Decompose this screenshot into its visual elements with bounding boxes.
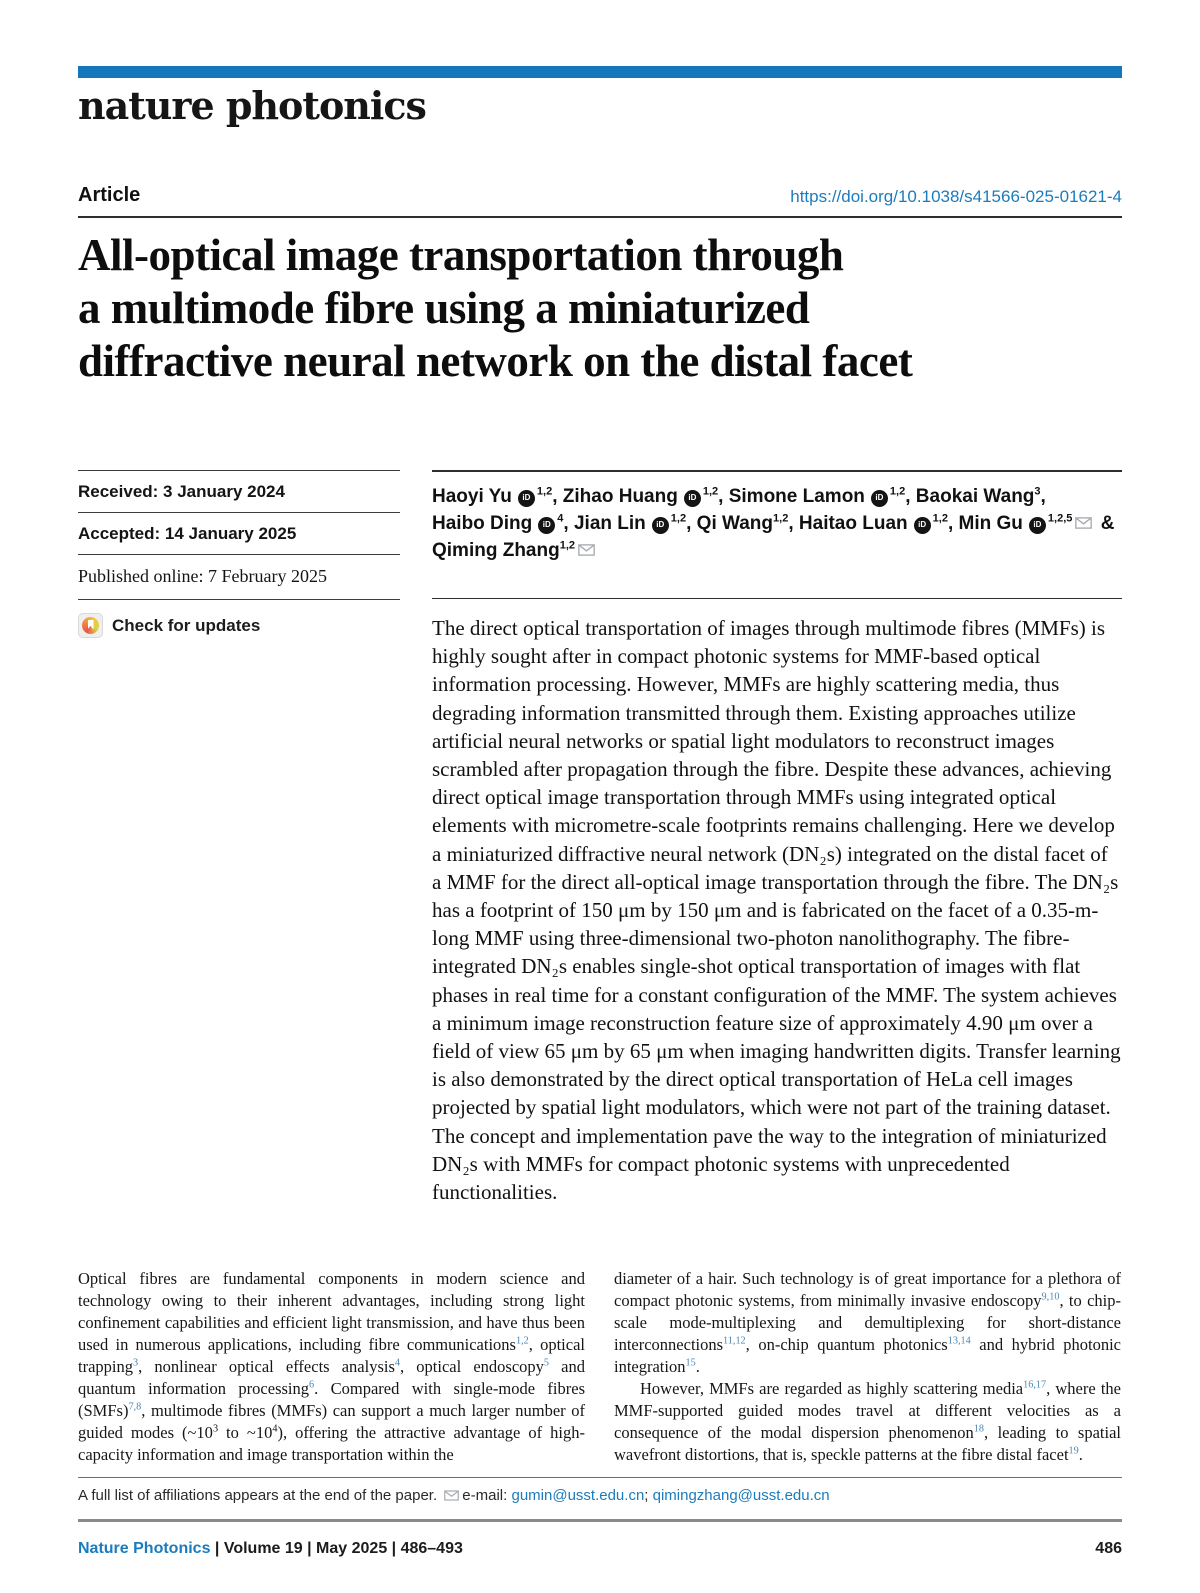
- superscript: 1,2: [889, 485, 906, 498]
- superscript: 1,2: [702, 485, 719, 498]
- body-text-section: [78, 1268, 1122, 1483]
- reference-superscript[interactable]: 15: [685, 1357, 696, 1369]
- reference-superscript[interactable]: 4: [394, 1357, 400, 1369]
- reference-superscript[interactable]: 13,14: [947, 1335, 971, 1347]
- superscript: 1,2: [670, 512, 687, 525]
- orcid-icon[interactable]: iD: [518, 490, 535, 507]
- reference-superscript[interactable]: 6: [309, 1379, 315, 1391]
- crossmark-icon: [78, 613, 103, 638]
- body-paragraph: However, MMFs are regarded as highly scattering media$^{16,17}$, where the MMF-supported guided modes travel at different velocities as a consequence of the modal dispersion phenomenon$^{18}$, leading to spatial wavefront distortions, that is, speckle patterns at the fibre distal facet$^{19}$.: [614, 1379, 1121, 1464]
- article-header-row: [78, 184, 1122, 207]
- crossmark-circle: [82, 617, 99, 634]
- reference-superscript[interactable]: 9,10: [1041, 1291, 1060, 1303]
- journal-logo: nature photonics: [78, 83, 426, 128]
- body-paragraph: Optical fibres are fundamental components in modern science and technology owing to their inherent advantages, including strong light confinement capabilities and efficient light transmission, and have thus been used in numerous applications, including fibre communications$^{1,2}$, optical trapping$^3$, nonlinear optical effects analysis$^4$, optical endoscopy$^5$ and quantum information processing$^6$. Compared with single-mode fibres (SMFs)$^{7,8}$, multimode fibres (MMFs) can support a much larger number of guided modes ($\sim 10^3$ to $\sim 10^4$), offering the attractive advantage of high-capacity information and image transportation within the: [78, 1269, 585, 1464]
- superscript: 1,2: [536, 485, 553, 498]
- orcid-icon[interactable]: iD: [1029, 517, 1046, 534]
- affiliations-footnote: A full list of affiliations appears at the end of the paper. e-mail: gumin@usst.edu.cn; qimingzhang@usst.edu.cn: [78, 1477, 1122, 1504]
- page-footer: [78, 1519, 1122, 1558]
- orcid-icon[interactable]: iD: [684, 490, 701, 507]
- text-link[interactable]: qimingzhang@usst.edu.cn: [652, 1487, 830, 1504]
- brand-bar: [78, 66, 1122, 78]
- superscript: 1,2,5: [1047, 512, 1073, 525]
- text-link[interactable]: Nature Photonics: [78, 1540, 211, 1557]
- received-date: Received: 3 January 2024: [78, 470, 400, 512]
- superscript: 3: [212, 1423, 219, 1435]
- check-for-updates-label: Check for updates: [112, 615, 261, 635]
- article-type-label: Article: [78, 184, 141, 206]
- reference-superscript[interactable]: 16,17: [1023, 1379, 1047, 1391]
- accepted-date: Accepted: 14 January 2025: [78, 512, 400, 554]
- paper-title: All-optical image transportation through a multimode fibre using a miniaturized diffractive neural network on the distal facet: [78, 230, 913, 386]
- header-divider: [78, 216, 1122, 218]
- authors-abstract-column: [432, 470, 1122, 1212]
- orcid-icon[interactable]: iD: [914, 517, 931, 534]
- body-column-left: [78, 1268, 585, 1483]
- reference-superscript[interactable]: 5: [543, 1357, 550, 1369]
- superscript: 4: [557, 512, 564, 525]
- author-list: Haoyi Yu iD $^{1,2}$, Zihao Huang iD $^{1,2}$, Simone Lamon iD $^{1,2}$, Baokai Wang$^3$, Haibo Ding iD $^4$, Jian Lin iD $^{1,2}$, Qi Wang$^{1,2}$, Haitao Luan iD $^{1,2}$, Min Gu iD $^{1,2,5}$ & Qiming Zhang$^{1,2}$: [432, 470, 1122, 564]
- body-paragraph: diameter of a hair. Such technology is of great importance for a plethora of compact photonic systems, from minimally invasive endoscopy$^{9,10}$, to chip-scale mode-multiplexing and demultiplexing for short-distance interconnections$^{11,12}$, on-chip quantum photonics$^{13,14}$ and hybrid photonic integration$^{15}$.: [614, 1269, 1121, 1376]
- reference-superscript[interactable]: 1,2: [515, 1335, 529, 1347]
- reference-superscript[interactable]: 18: [973, 1423, 985, 1435]
- article-history-column: [78, 470, 400, 1212]
- email-icon[interactable]: [444, 1490, 459, 1501]
- superscript: 4: [272, 1423, 278, 1435]
- published-date: Published online: 7 February 2025: [78, 554, 400, 600]
- email-icon[interactable]: [578, 544, 595, 556]
- superscript: 1,2: [559, 539, 576, 552]
- crossmark-bookmark: [88, 620, 94, 630]
- abstract-text: The direct optical transportation of images through multimode fibres (MMFs) is highly sought after in compact photonic systems for MMF-based optical information processing. However, MMFs are highly scattering media, thus degrading information transmitted through them. Existing approaches utilize artificial neural networks or spatial light modulators to reconstruct images scrambled after propagation through the fibre. Despite these advances, achieving direct optical image transportation through MMFs using integrated optical elements with micrometre-scale footprints remains challenging. Here we develop a miniaturized diffractive neural network (DN₂s) integrated on the distal facet of a MMF for the direct all-optical image transportation through the fibre. The DN₂s has a footprint of 150 μm by 150 μm and is fabricated on the facet of a 0.35-m-long MMF using three-dimensional two-photon nanolithography. The fibre-integrated DN₂s enables single-shot optical transportation of images with flat phases in real time for a constant configuration of the MMF. The system achieves a minimum image reconstruction feature size of approximately 4.90 μm over a field of view 65 μm by 65 μm when imaging handwritten digits. Transfer learning is also demonstrated by the direct optical transportation of HeLa cell images projected by spatial light modulators, which were not part of the training dataset. The concept and implementation pave the way to the integration of miniaturized DN₂s with MMFs for compact photonic systems with unprecedented functionalities.: [432, 598, 1122, 1206]
- reference-superscript[interactable]: 19: [1068, 1445, 1079, 1457]
- check-for-updates-button[interactable]: [78, 613, 260, 638]
- superscript: 1,2: [932, 512, 948, 525]
- page-number: 486: [1095, 1540, 1122, 1557]
- reference-superscript[interactable]: 3: [133, 1357, 139, 1369]
- superscript: 3: [1034, 485, 1041, 498]
- text-link[interactable]: gumin@usst.edu.cn: [511, 1487, 645, 1504]
- orcid-icon[interactable]: iD: [871, 490, 888, 507]
- email-icon[interactable]: [1075, 517, 1092, 529]
- reference-superscript[interactable]: 7,8: [128, 1401, 142, 1413]
- doi-link[interactable]: https://doi.org/10.1038/s41566-025-01621-4: [790, 187, 1122, 206]
- superscript: 1,2: [773, 512, 789, 525]
- orcid-icon[interactable]: iD: [538, 517, 555, 534]
- body-column-right: [614, 1268, 1121, 1483]
- reference-superscript[interactable]: 11,12: [723, 1335, 746, 1347]
- orcid-icon[interactable]: iD: [652, 517, 669, 534]
- journal-citation: Nature Photonics | Volume 19 | May 2025 | 486–493: [78, 1540, 463, 1557]
- meta-and-abstract-section: [78, 470, 1122, 1212]
